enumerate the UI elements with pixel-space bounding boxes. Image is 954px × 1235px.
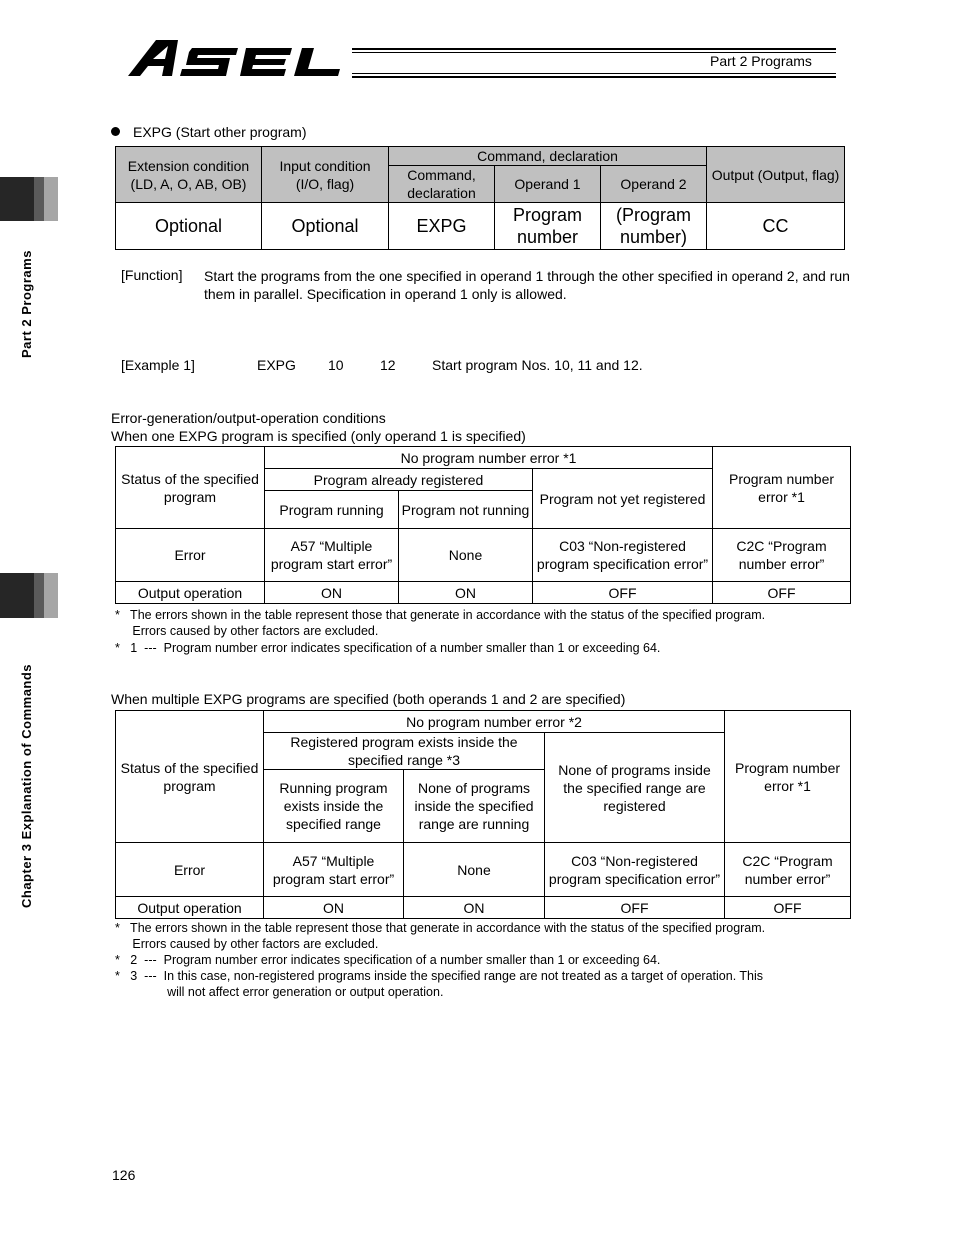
s-e1: A57 “Multiple program start error” bbox=[265, 529, 399, 582]
single-conditions-table bbox=[115, 446, 851, 604]
s-o1: ON bbox=[265, 582, 399, 604]
single-note-3: * 1 --- Program number error indicates specification of a number smaller than 1 or exceeding 64. bbox=[115, 641, 661, 655]
page-number: 126 bbox=[112, 1167, 136, 1183]
s-status: Status of the specified program bbox=[116, 447, 265, 529]
m-e3: C03 “Non-registered program specification error” bbox=[545, 843, 725, 897]
header-section-title: Part 2 Programs bbox=[710, 53, 812, 69]
s-out-label: Output operation bbox=[116, 582, 265, 604]
h-operand1: Operand 1 bbox=[495, 166, 601, 203]
m-running: Running program exists inside the specified range bbox=[264, 770, 404, 843]
s-e2: None bbox=[399, 529, 533, 582]
example-desc: Start program Nos. 10, 11 and 12. bbox=[432, 357, 643, 373]
m-o4: OFF bbox=[725, 897, 851, 919]
single-note-1: * The errors shown in the table represent those that generate in accordance with the status of the specified program. bbox=[115, 608, 766, 622]
v-input: Optional bbox=[262, 203, 389, 250]
example-op2: 12 bbox=[380, 357, 396, 373]
s-num-error: Program number error *1 bbox=[713, 447, 851, 529]
m-registered: Registered program exists inside the specified range *3 bbox=[264, 733, 545, 770]
multi-conditions-table bbox=[115, 710, 851, 919]
example-label: [Example 1] bbox=[121, 357, 195, 373]
h-command: Command, declaration bbox=[389, 166, 495, 203]
multi-note-3: * 2 --- Program number error indicates specification of a number smaller than 1 or exceeding 64. bbox=[115, 953, 661, 967]
m-o2: ON bbox=[404, 897, 545, 919]
m-num-error: Program number error *1 bbox=[725, 711, 851, 843]
multi-note-5: will not affect error generation or output operation. bbox=[115, 985, 444, 999]
s-not-running: Program not running bbox=[399, 491, 533, 529]
v-output: CC bbox=[707, 203, 845, 250]
side-tab-top-label: Part 2 Programs bbox=[19, 250, 34, 358]
m-e1: A57 “Multiple program start error” bbox=[264, 843, 404, 897]
s-running: Program running bbox=[265, 491, 399, 529]
example-op1: 10 bbox=[328, 357, 344, 373]
m-out-label: Output operation bbox=[116, 897, 264, 919]
m-error-label: Error bbox=[116, 843, 264, 897]
s-error-label: Error bbox=[116, 529, 265, 582]
s-e4: C2C “Program number error” bbox=[713, 529, 851, 582]
bullet-icon bbox=[111, 127, 120, 136]
multi-note-1: * The errors shown in the table represent those that generate in accordance with the status of the specified program. bbox=[115, 921, 766, 935]
side-tab-bottom bbox=[0, 573, 58, 618]
multi-note-4: * 3 --- In this case, non-registered programs inside the specified range are not treated as a target of operation. This bbox=[115, 969, 764, 983]
conditions-heading: Error-generation/output-operation conditions bbox=[111, 410, 386, 426]
m-no-error: No program number error *2 bbox=[264, 711, 725, 733]
s-o3: OFF bbox=[533, 582, 713, 604]
v-extension: Optional bbox=[116, 203, 262, 250]
s-registered: Program already registered bbox=[265, 469, 533, 491]
command-table bbox=[115, 146, 845, 250]
h-output: Output (Output, flag) bbox=[707, 147, 845, 203]
m-not-registered: None of programs inside the specified range are registered bbox=[545, 733, 725, 843]
side-tab-top bbox=[0, 177, 58, 221]
s-o2: ON bbox=[399, 582, 533, 604]
v-operand1: Program number bbox=[495, 203, 601, 250]
v-command: EXPG bbox=[389, 203, 495, 250]
single-title: When one EXPG program is specified (only operand 1 is specified) bbox=[111, 428, 526, 444]
asel-logo bbox=[126, 36, 348, 82]
v-operand2: (Program number) bbox=[601, 203, 707, 250]
side-tab-bottom-label: Chapter 3 Explanation of Commands bbox=[19, 663, 34, 908]
m-e2: None bbox=[404, 843, 545, 897]
multi-note-2: Errors caused by other factors are excluded. bbox=[115, 937, 379, 951]
m-e4: C2C “Program number error” bbox=[725, 843, 851, 897]
h-input: Input condition (I/O, flag) bbox=[262, 147, 389, 203]
m-o1: ON bbox=[264, 897, 404, 919]
s-not-registered: Program not yet registered bbox=[533, 469, 713, 529]
function-text: Start the programs from the one specified in operand 1 through the other specified in operand 2, and run them in parallel. Specification in operand 1 only is allowed. bbox=[204, 268, 850, 302]
multi-title: When multiple EXPG programs are specified (both operands 1 and 2 are specified) bbox=[111, 691, 626, 707]
h-extension: Extension condition (LD, A, O, AB, OB) bbox=[116, 147, 262, 203]
h-operand2: Operand 2 bbox=[601, 166, 707, 203]
function-label: [Function] bbox=[121, 267, 183, 283]
example-cmd: EXPG bbox=[257, 357, 296, 373]
m-not-running: None of programs inside the specified range are running bbox=[404, 770, 545, 843]
m-status: Status of the specified program bbox=[116, 711, 264, 843]
command-title: EXPG (Start other program) bbox=[133, 124, 307, 140]
s-no-error: No program number error *1 bbox=[265, 447, 713, 469]
m-o3: OFF bbox=[545, 897, 725, 919]
single-note-2: Errors caused by other factors are excluded. bbox=[115, 624, 379, 638]
s-o4: OFF bbox=[713, 582, 851, 604]
s-e3: C03 “Non-registered program specification error” bbox=[533, 529, 713, 582]
h-command-group: Command, declaration bbox=[389, 147, 707, 166]
